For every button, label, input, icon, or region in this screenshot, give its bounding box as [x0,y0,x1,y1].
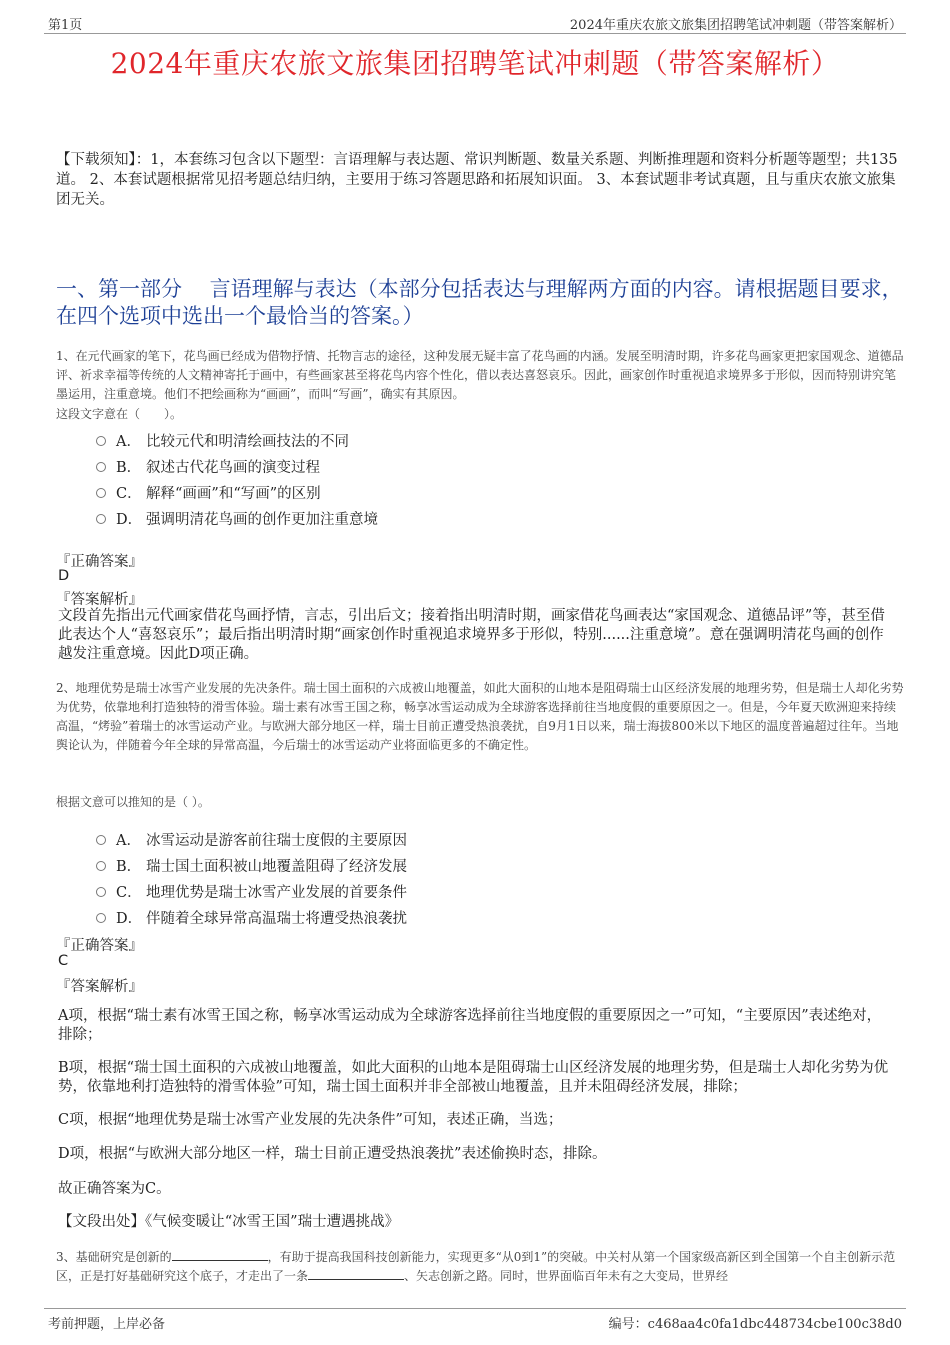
radio-icon[interactable] [96,861,106,871]
question-1-explanation-label: 『答案解析』 [56,592,143,608]
question-2-option-a[interactable] [96,829,407,850]
option-text: 强调明清花鸟画的创作更加注重意境 [146,512,378,528]
fill-blank-2[interactable] [308,1267,404,1280]
option-text: 解释“画画”和“写画”的区别 [146,486,321,502]
question-1-text: 1、在元代画家的笔下，花鸟画已经成为借物抒情、托物言志的途径，这种发展无疑丰富了花鸟画的内涵。发展至明清时期，许多花鸟画家更把家国观念、道德品评、祈求幸福等传统的人文精神寄托于画中，有些画家甚至将花鸟内容个性化，借以表达喜怒哀乐。因此，画家创作时重视追求境界多于形似，因而特别讲究笔墨运用，注重意境。他们不把绘画称为“画画”，而叫“写画”，确实有其原因。 [56,349,904,401]
question-2-stem: 根据文意可以推知的是（ ）。 [56,795,210,809]
header-doc-title: 2024年重庆农旅文旅集团招聘笔试冲刺题（带答案解析） [569,18,902,33]
header-divider [44,33,906,34]
option-letter: C． [116,885,142,901]
question-2-answer: C [58,953,69,969]
option-letter: A． [116,833,141,849]
question-2-answer-label: 『正确答案』 [56,938,143,954]
footer-serial: 编号：c468aa4c0fa1dbc448734cbe100c38d0 [608,1317,902,1332]
option-letter: D． [116,911,143,927]
fill-blank-1[interactable] [172,1248,268,1261]
question-2-explanation-label: 『答案解析』 [56,979,143,995]
radio-icon[interactable] [96,514,106,524]
question-1-answer-label: 『正确答案』 [56,554,143,570]
question-2-explanation-b: B项，根据“瑞士国土面积的六成被山地覆盖，如此大面积的山地本是阻碍瑞士山区经济发展的地理劣势，但是瑞士人却化劣势为优势，依靠地利打造独特的滑雪体验”可知，瑞士国土面积并非全部被山地覆盖，且并未阻碍经济发展，排除； [58,1060,889,1095]
option-text: 地理优势是瑞士冰雪产业发展的首要条件 [146,885,407,901]
footer-divider [44,1308,906,1309]
radio-icon[interactable] [96,436,106,446]
radio-icon[interactable] [96,462,106,472]
option-text: 冰雪运动是游客前往瑞士度假的主要原因 [146,833,407,849]
question-1-stem: 这段文字意在（ ）。 [56,407,183,421]
option-letter: A． [116,434,141,450]
option-text: 比较元代和明清绘画技法的不同 [146,434,349,450]
question-2-option-c[interactable] [96,881,407,902]
question-2-explanation-d: D项，根据“与欧洲大部分地区一样，瑞士目前正遭受热浪袭扰”表述偷换时态，排除。 [58,1146,607,1162]
page-title: 2024年重庆农旅文旅集团招聘笔试冲刺题（带答案解析） [110,47,840,80]
section-title: 一、第一部分 言语理解与表达（本部分包括表达与理解两方面的内容。请根据题目要求，在四个选项中选出一个最恰当的答案。） [56,277,903,328]
question-2-option-b[interactable] [96,855,407,876]
question-2-conclusion: 故正确答案为C。 [58,1181,171,1197]
question-3-part-3: 、矢志创新之路。同时，世界面临百年未有之大变局，世界经 [404,1269,729,1283]
question-1-explanation: 文段首先指出元代画家借花鸟画抒情，言志，引出后文；接着指出明清时期，画家借花鸟画表达“家国观念、道德品评”等，甚至借此表达个人“喜怒哀乐”；最后指出明清时期“画家创作时重视追求境界多于形似，特别......注重意境”。意在强调明清花鸟画的创作越发注重意境。因此D项正确。 [58,608,885,662]
footer-slogan: 考前押题，上岸必备 [48,1317,166,1332]
option-text: 伴随着全球异常高温瑞士将遭受热浪袭扰 [146,911,407,927]
question-3-text [56,1248,906,1286]
option-letter: C． [116,486,142,502]
question-3-part-1: 3、基础研究是创新的 [56,1250,172,1264]
download-notice: 【下载须知】：1，本套练习包含以下题型：言语理解与表达题、常识判断题、数量关系题、判断推理题和资料分析题等题型；共135道。 2、本套试题根据常见招考题总结归纳，主要用于练习答题思路和拓展知识面。 3、本套试题非考试真题，且与重庆农旅文旅集团无关。 [56,152,898,208]
option-letter: D． [116,512,143,528]
question-2-text: 2、地理优势是瑞士冰雪产业发展的先决条件。瑞士国土面积的六成被山地覆盖，如此大面积的山地本是阻碍瑞士山区经济发展的地理劣势，但是瑞士人却化劣势为优势，依靠地利打造独特的滑雪体验。瑞士素有冰雪王国之称，畅享冰雪运动成为全球游客选择前往当地度假的重要原因之一。但是，今年夏天欧洲迎来持续高温，“烤验”着瑞士的冰雪运动产业。与欧洲大部分地区一样，瑞士目前正遭受热浪袭扰，自9月1日以来，瑞士海拔800米以下地区的温度普遍超过往年。当地舆论认为，伴随着今年全球的异常高温，今后瑞士的冰雪运动产业将面临更多的不确定性。 [56,681,904,752]
question-2-option-d[interactable] [96,907,407,928]
question-2-explanation-a: A项，根据“瑞士素有冰雪王国之称，畅享冰雪运动成为全球游客选择前往当地度假的重要原因之一”可知，“主要原因”表述绝对，排除； [58,1008,882,1043]
question-1-option-b[interactable] [96,456,320,477]
option-letter: B． [116,859,142,875]
radio-icon[interactable] [96,887,106,897]
header-page-label: 第1页 [48,18,83,33]
question-3-part-2: ，有助于提高我国科技创新能力，实现更多“从0到1”的突破。中关村从第一个国家级高新区到全国第一个自主创新示范区，正是打好基础研究这个底子，才走出了一条 [56,1250,896,1283]
question-1-option-a[interactable] [96,430,349,451]
question-2-source: 【文段出处】《气候变暖让“冰雪王国”瑞士遭遇挑战》 [58,1214,400,1230]
radio-icon[interactable] [96,913,106,923]
option-letter: B． [116,460,142,476]
option-text: 叙述古代花鸟画的演变过程 [146,460,320,476]
question-1-option-d[interactable] [96,508,378,529]
radio-icon[interactable] [96,488,106,498]
question-1-answer: D [58,568,70,584]
question-2-explanation-c: C项，根据“地理优势是瑞士冰雪产业发展的先决条件”可知，表述正确，当选； [58,1112,563,1128]
question-1-option-c[interactable] [96,482,321,503]
option-text: 瑞士国土面积被山地覆盖阻碍了经济发展 [146,859,407,875]
radio-icon[interactable] [96,835,106,845]
